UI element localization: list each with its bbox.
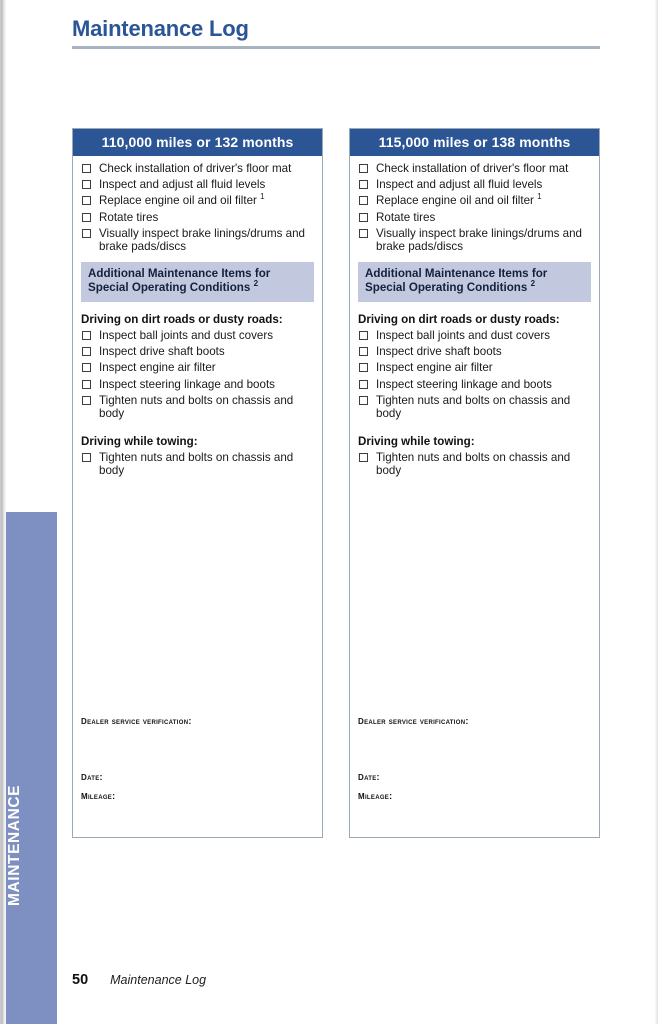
dealer-verification-block (81, 715, 314, 809)
list-item-label: Check installation of driver's floor mat (99, 162, 292, 175)
list-item-label: Inspect steering linkage and boots (99, 377, 275, 391)
page-title: Maintenance Log (72, 16, 249, 41)
list-item[interactable] (81, 361, 314, 375)
checkbox-icon[interactable] (359, 213, 368, 222)
footnote-marker: 2 (530, 279, 536, 289)
checkbox-icon[interactable] (359, 331, 368, 340)
dealer-verification-title: dealer service verification: (358, 715, 469, 727)
checkbox-icon[interactable] (359, 396, 368, 405)
list-item-label: Inspect drive shaft boots (376, 345, 502, 359)
mileage-field-label[interactable]: mileage: (81, 790, 116, 802)
special-conditions-band (81, 262, 314, 302)
list-item-label: Tighten nuts and bolts on chassis and body (99, 393, 294, 421)
checkbox-icon[interactable] (82, 380, 91, 389)
list-item[interactable] (358, 394, 591, 421)
list-item[interactable] (81, 178, 314, 192)
list-item[interactable] (81, 345, 314, 359)
list-item[interactable] (81, 211, 314, 225)
interval-body (73, 156, 322, 837)
section-side-tab-label: MAINTENANCE (6, 784, 23, 906)
checkbox-icon[interactable] (82, 331, 91, 340)
list-item-label: Tighten nuts and bolts on chassis and body (376, 393, 571, 421)
maintenance-interval-card (349, 128, 600, 838)
list-item-label: Rotate tires (99, 210, 159, 224)
special-conditions-line1: Additional Maintenance Items for (88, 266, 271, 280)
checkbox-icon[interactable] (359, 180, 368, 189)
checkbox-icon[interactable] (359, 196, 368, 205)
list-item[interactable] (81, 451, 314, 478)
list-item[interactable] (81, 378, 314, 392)
dirt-roads-checklist (81, 329, 314, 421)
list-item-label: Inspect engine air filter (376, 361, 493, 375)
list-item[interactable] (358, 451, 591, 478)
special-conditions-line2-wrap (88, 281, 307, 296)
list-item[interactable] (358, 227, 591, 254)
group-heading-towing: Driving while towing: (81, 434, 198, 448)
list-item[interactable] (358, 194, 591, 208)
list-item-label: Inspect ball joints and dust covers (376, 328, 551, 342)
checkbox-icon[interactable] (359, 229, 368, 238)
maintenance-log-columns (72, 128, 600, 838)
special-conditions-line2-wrap (365, 281, 584, 296)
list-item[interactable] (358, 345, 591, 359)
list-item[interactable] (358, 178, 591, 192)
group-heading-towing: Driving while towing: (358, 434, 475, 448)
dealer-verification-block (358, 715, 591, 809)
interval-header: 110,000 miles or 132 months (73, 129, 322, 156)
special-conditions-line1: Additional Maintenance Items for (365, 266, 548, 280)
list-item-label: Inspect steering linkage and boots (376, 377, 552, 391)
footnote-marker: 1 (537, 192, 542, 202)
list-item-label: Inspect ball joints and dust covers (99, 328, 274, 342)
date-field-label[interactable]: date: (358, 771, 380, 783)
list-item[interactable] (358, 329, 591, 343)
checkbox-icon[interactable] (82, 180, 91, 189)
list-item-label: Replace engine oil and oil filter (376, 194, 534, 208)
checkbox-icon[interactable] (82, 213, 91, 222)
footer-page-number: 50 (72, 972, 89, 988)
title-divider (72, 46, 600, 49)
standard-checklist (81, 162, 314, 254)
list-item[interactable] (358, 378, 591, 392)
footnote-marker: 2 (253, 279, 259, 289)
group-heading-dirt-roads: Driving on dirt roads or dusty roads: (81, 312, 283, 326)
list-item[interactable] (81, 329, 314, 343)
list-item-label: Check installation of driver's floor mat (376, 162, 569, 175)
list-item[interactable] (81, 227, 314, 254)
checkbox-icon[interactable] (359, 453, 368, 462)
list-item[interactable] (81, 162, 314, 176)
footer-section-label: Maintenance Log (110, 973, 207, 987)
footnote-marker: 1 (260, 192, 265, 202)
checkbox-icon[interactable] (359, 347, 368, 356)
special-conditions-line2: Special Operating Conditions (365, 281, 528, 295)
section-side-tab (6, 512, 57, 1024)
checkbox-icon[interactable] (359, 363, 368, 372)
towing-checklist (81, 451, 314, 478)
list-item-label: Replace engine oil and oil filter (99, 194, 257, 208)
checkbox-icon[interactable] (359, 164, 368, 173)
checkbox-icon[interactable] (82, 164, 91, 173)
list-item-label: Tighten nuts and bolts on chassis and body (99, 450, 294, 478)
special-conditions-line2: Special Operating Conditions (88, 281, 251, 295)
checkbox-icon[interactable] (82, 229, 91, 238)
checkbox-icon[interactable] (82, 347, 91, 356)
checkbox-icon[interactable] (359, 380, 368, 389)
special-conditions-band (358, 262, 591, 302)
interval-body (350, 156, 599, 837)
checkbox-icon[interactable] (82, 453, 91, 462)
list-item[interactable] (358, 211, 591, 225)
list-item-label: Visually inspect brake linings/drums and brake pads/discs (376, 226, 583, 254)
list-item[interactable] (81, 194, 314, 208)
list-item-label: Inspect and adjust all fluid levels (99, 178, 266, 192)
list-item-label: Rotate tires (376, 210, 436, 224)
standard-checklist (358, 162, 591, 254)
interval-header: 115,000 miles or 138 months (350, 129, 599, 156)
list-item[interactable] (358, 162, 591, 176)
mileage-field-label[interactable]: mileage: (358, 790, 393, 802)
list-item-label: Inspect and adjust all fluid levels (376, 178, 543, 192)
list-item[interactable] (81, 394, 314, 421)
dirt-roads-checklist (358, 329, 591, 421)
list-item-label: Inspect engine air filter (99, 361, 216, 375)
maintenance-interval-card (72, 128, 323, 838)
dealer-verification-title: dealer service verification: (81, 715, 192, 727)
list-item-label: Visually inspect brake linings/drums and brake pads/discs (99, 226, 306, 254)
towing-checklist (358, 451, 591, 478)
list-item-label: Tighten nuts and bolts on chassis and body (376, 450, 571, 478)
list-item[interactable] (358, 361, 591, 375)
page-footer (72, 972, 206, 988)
checkbox-icon[interactable] (82, 396, 91, 405)
date-field-label[interactable]: date: (81, 771, 103, 783)
checkbox-icon[interactable] (82, 363, 91, 372)
group-heading-dirt-roads: Driving on dirt roads or dusty roads: (358, 312, 560, 326)
list-item-label: Inspect drive shaft boots (99, 345, 225, 359)
checkbox-icon[interactable] (82, 196, 91, 205)
